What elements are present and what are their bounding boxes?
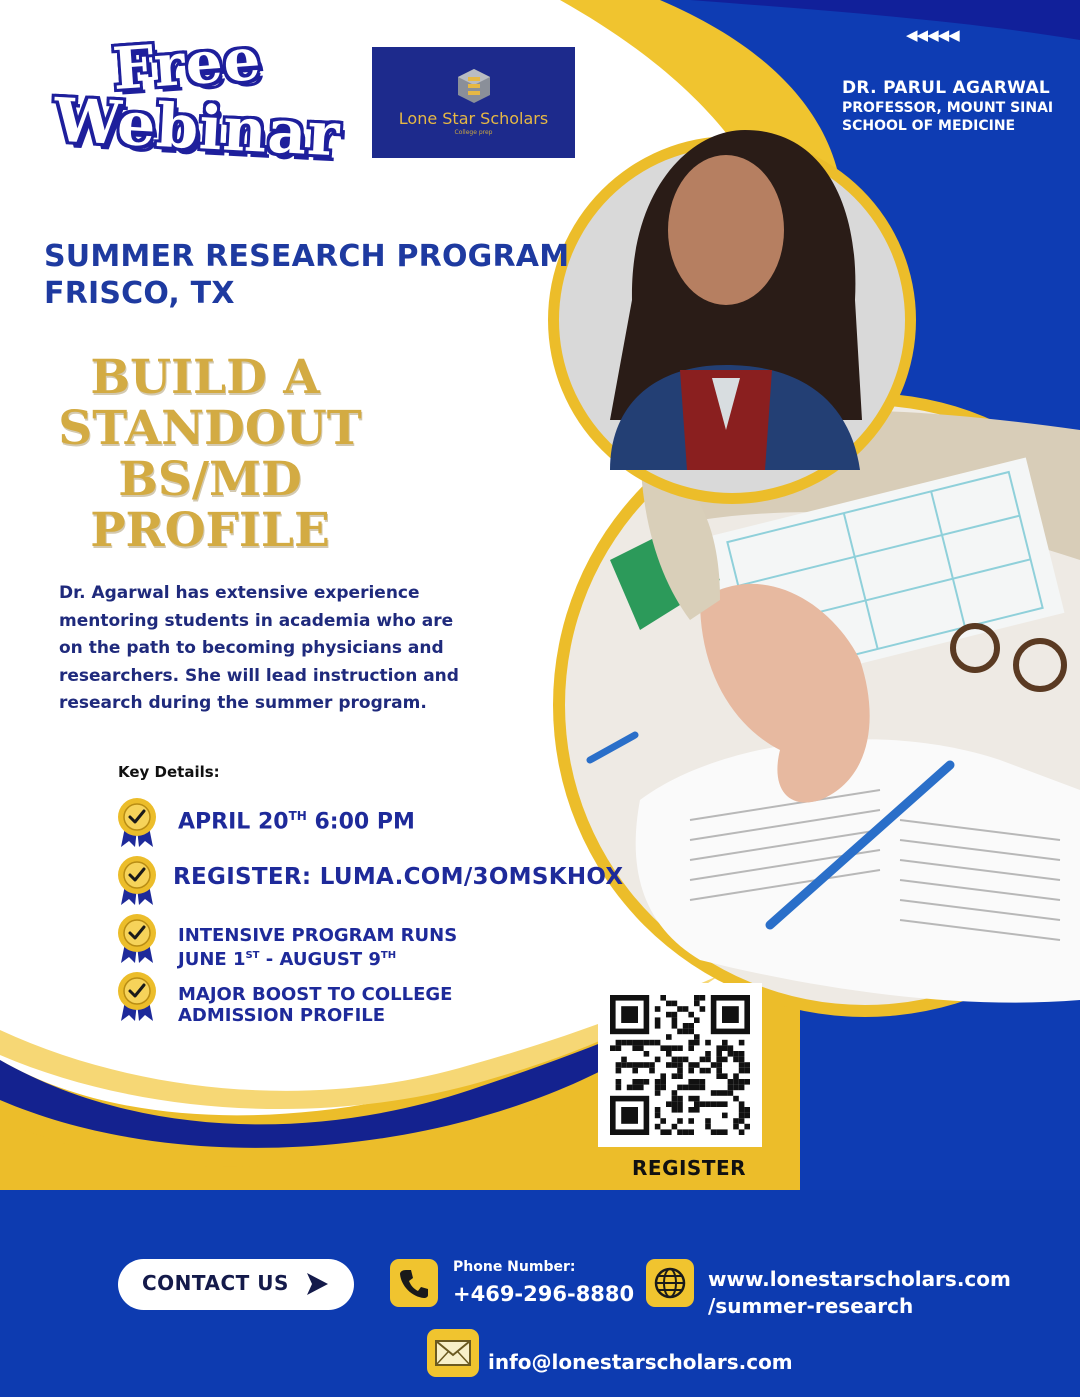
detail-register-url[interactable]: REGISTER: LUMA.COM/3OMSKHOX (173, 864, 624, 890)
qr-register-label: REGISTER (632, 1156, 747, 1180)
phone-icon (390, 1259, 438, 1307)
logo-subtitle: College prep (454, 129, 493, 136)
detail-date-sup: TH (288, 809, 307, 823)
detail-runs-end: - AUGUST 9 (259, 949, 381, 970)
headline-line2: STANDOUT (58, 401, 362, 456)
play-arrow-icon (304, 1271, 330, 1297)
check-badge-icon (117, 913, 157, 965)
lone-star-scholars-logo (372, 47, 575, 158)
logo-name: Lone Star Scholars (398, 109, 549, 128)
contact-us-button[interactable] (118, 1259, 354, 1310)
check-badge-icon (117, 797, 157, 849)
globe-icon-glyph (646, 1259, 694, 1307)
envelope-icon (427, 1329, 479, 1377)
speaker-name: DR. PARUL AGARWAL (842, 78, 1051, 98)
logo-stairs-icon (456, 67, 492, 105)
headline (40, 352, 380, 556)
phone-label: Phone Number: (453, 1259, 576, 1275)
detail-boost-line2: ADMISSION PROFILE (178, 1005, 386, 1026)
badge-line-webinar: Webinar (52, 85, 342, 171)
description: Dr. Agarwal has extensive experience mentoring students in academia who are on the path to becoming physicians and researchers. She will lead instruction and research during the summer program. (59, 583, 459, 713)
key-details-label: Key Details: (118, 763, 220, 781)
headline-line1: BUILD A (90, 350, 320, 405)
qr-code[interactable] (598, 983, 762, 1147)
phone-icon-glyph (390, 1259, 438, 1307)
detail-time: 6:00 PM (314, 809, 415, 835)
website-line1: www.lonestarscholars.com (708, 1267, 1011, 1291)
detail-date-day: APRIL 20 (178, 809, 289, 835)
free-webinar-badge (52, 24, 342, 171)
program-name: SUMMER RESEARCH PROGRAM (44, 239, 570, 274)
website-link[interactable] (708, 1266, 1011, 1320)
headline-line3: BS/MD (118, 452, 302, 507)
speaker-role-line1: PROFESSOR, MOUNT SINAI (842, 100, 1054, 116)
email-address[interactable]: info@lonestarscholars.com (488, 1350, 793, 1374)
badge-line-free: Free (110, 24, 264, 104)
check-badge-icon (117, 855, 157, 907)
decorative-arrows: ◀◀◀◀◀ (906, 26, 959, 44)
website-line2: /summer-research (708, 1294, 914, 1318)
detail-runs-end-sup: TH (380, 950, 397, 961)
detail-runs-line2 (178, 946, 457, 970)
detail-boost-line1: MAJOR BOOST TO COLLEGE (178, 984, 453, 1005)
speaker-role-line2: SCHOOL OF MEDICINE (842, 118, 1016, 134)
detail-runs-start: JUNE 1 (178, 949, 246, 970)
phone-number[interactable]: +469-296-8880 (453, 1282, 635, 1306)
globe-icon (646, 1259, 694, 1307)
program-location: FRISCO, TX (44, 276, 235, 311)
program-title (44, 238, 569, 312)
headline-line4: PROFILE (90, 503, 330, 558)
envelope-icon-glyph (427, 1329, 479, 1377)
qr-code-pattern (598, 983, 762, 1147)
contact-us-label: CONTACT US (142, 1271, 289, 1295)
detail-boost (178, 984, 452, 1026)
detail-program-dates (178, 926, 457, 970)
detail-date (178, 809, 415, 834)
speaker-info (842, 78, 1053, 135)
check-badge-icon (117, 971, 157, 1023)
detail-runs-start-sup: ST (245, 950, 260, 961)
detail-runs-line1: INTENSIVE PROGRAM RUNS (178, 925, 458, 946)
